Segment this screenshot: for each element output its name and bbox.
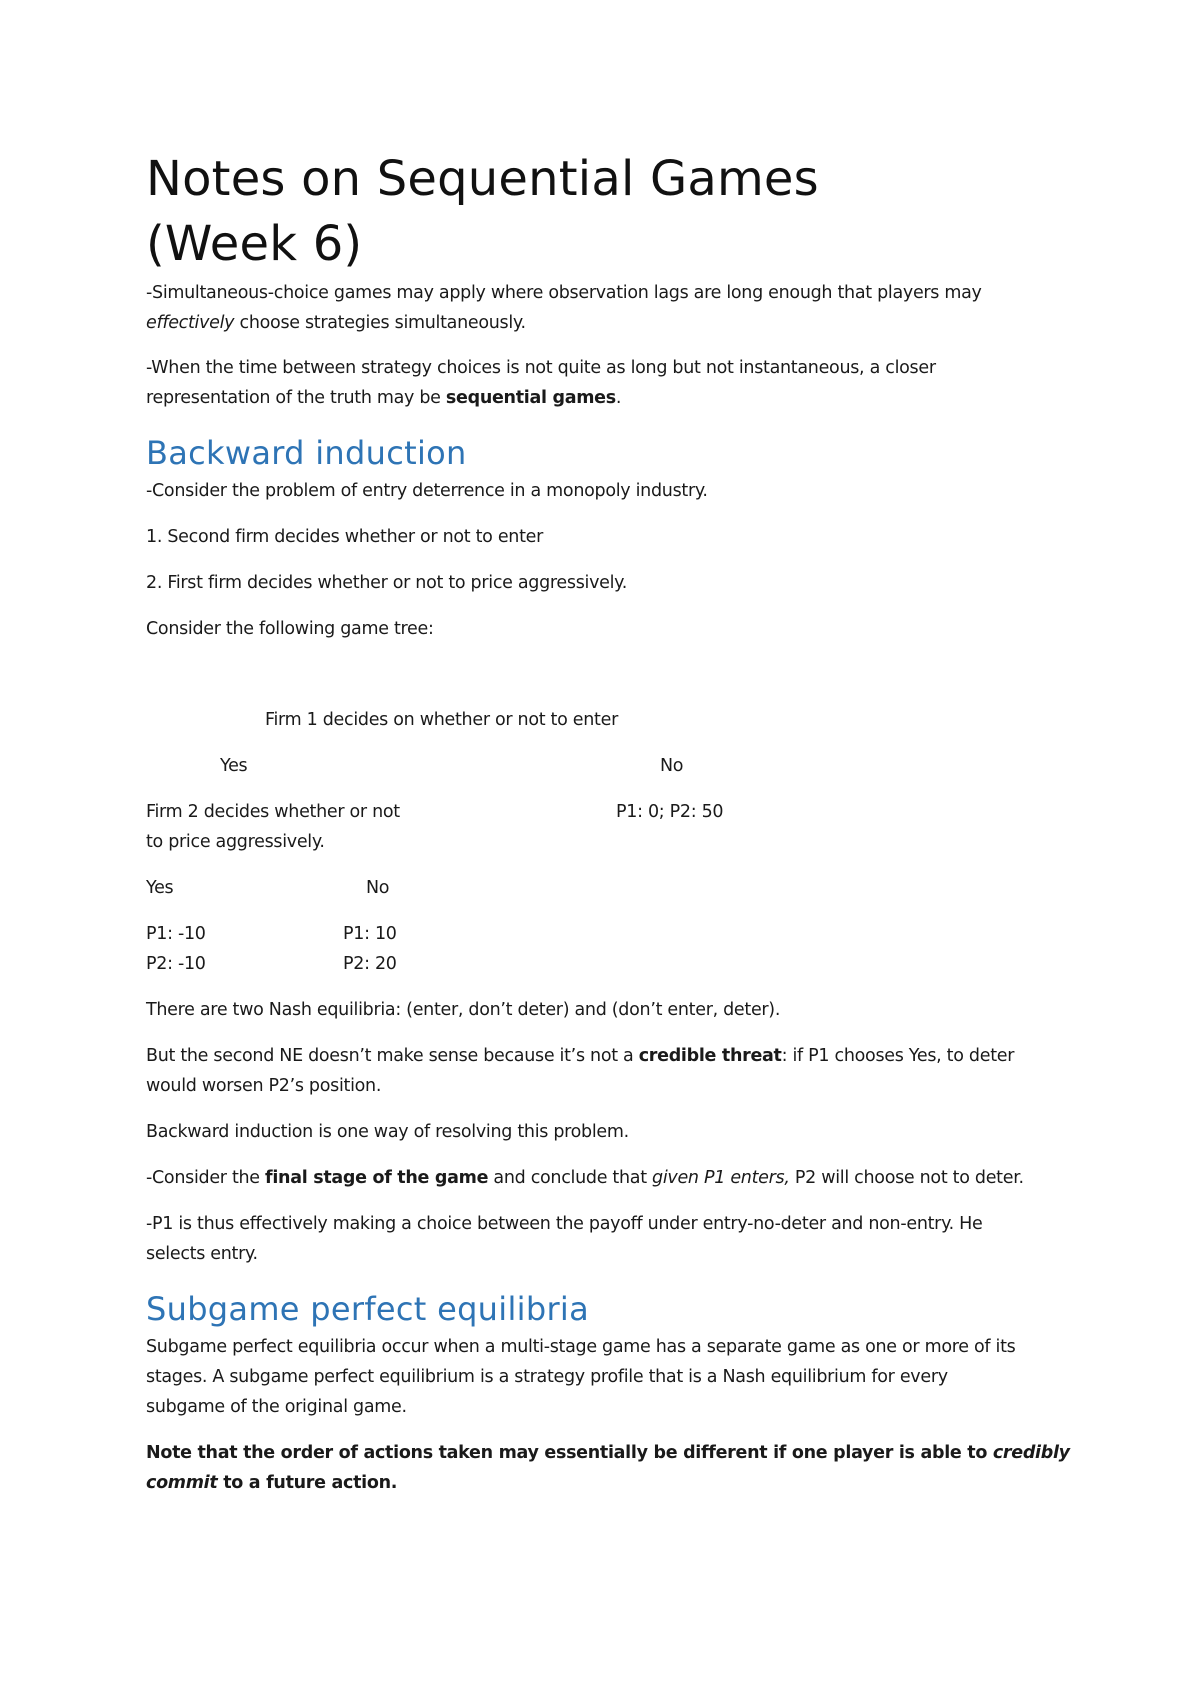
emphasis-credibly: credibly: [992, 1443, 1070, 1463]
backward-list-item-2: 2. First firm decides whether or not to price aggressively.: [146, 573, 627, 593]
emphasis-credible-threat: credible threat: [638, 1046, 782, 1066]
tree-yes-label: Yes: [220, 756, 248, 776]
tree-payoff-no-entry: P1: 0; P2: 50: [616, 802, 724, 822]
subgame-paragraph-1-line-2: stages. A subgame perfect equilibrium is a strategy profile that is a Nash equilibrium for every: [146, 1367, 948, 1387]
analysis-paragraph-2-line-1: But the second NE doesn’t make sense because it’s not a credible threat: if P1 chooses Yes, to deter: [146, 1046, 1015, 1066]
subgame-paragraph-1-line-1: Subgame perfect equilibria occur when a multi-stage game has a separate game as one or more of its: [146, 1337, 1016, 1357]
tree-no-payoff-p2: P2: 20: [343, 954, 397, 974]
analysis-paragraph-4: -Consider the final stage of the game and conclude that given P1 enters, P2 will choose not to deter.: [146, 1168, 1024, 1188]
emphasis-commit: commit: [146, 1473, 218, 1493]
analysis-paragraph-5-line-2: selects entry.: [146, 1244, 258, 1264]
emphasis-sequential-games: sequential games: [445, 388, 616, 408]
intro-paragraph-2-line-2: representation of the truth may be sequential games.: [146, 388, 622, 408]
analysis-paragraph-5-line-1: -P1 is thus effectively making a choice between the payoff under entry-no-deter and non-entry. He: [146, 1214, 983, 1234]
tree-yes-payoff-p1: P1: -10: [146, 924, 206, 944]
analysis-paragraph-3: Backward induction is one way of resolving this problem.: [146, 1122, 629, 1142]
analysis-paragraph-1: There are two Nash equilibria: (enter, don’t deter) and (don’t enter, deter).: [146, 1000, 781, 1020]
tree-root-label: Firm 1 decides on whether or not to enter: [265, 710, 618, 730]
analysis-paragraph-2-line-2: would worsen P2’s position.: [146, 1076, 382, 1096]
tree-yes-payoff-p2: P2: -10: [146, 954, 206, 974]
subgame-note-line-1: Note that the order of actions taken may essentially be different if one player is able to credibly: [146, 1443, 1070, 1463]
emphasis-final-stage: final stage of the game: [265, 1168, 489, 1188]
section-heading-subgame-perfect: Subgame perfect equilibria: [146, 1290, 590, 1328]
section-heading-backward-induction: Backward induction: [146, 434, 467, 472]
subgame-note-line-2: commit to a future action.: [146, 1473, 398, 1493]
intro-paragraph-2-line-1: -When the time between strategy choices is not quite as long but not instantaneous, a closer: [146, 358, 936, 378]
intro-paragraph-1-line-1: -Simultaneous-choice games may apply where observation lags are long enough that players may: [146, 283, 982, 303]
emphasis-effectively: effectively: [146, 313, 235, 333]
emphasis-given-p1-enters: given P1 enters,: [652, 1168, 790, 1188]
page-title-line-1: Notes on Sequential Games: [146, 151, 819, 207]
tree-no-label: No: [660, 756, 684, 776]
backward-list-item-1: 1. Second firm decides whether or not to enter: [146, 527, 544, 547]
tree-firm2-line-1: Firm 2 decides whether or not: [146, 802, 400, 822]
backward-paragraph-1: -Consider the problem of entry deterrence in a monopoly industry.: [146, 481, 708, 501]
tree-no-payoff-p1: P1: 10: [343, 924, 397, 944]
intro-paragraph-1-line-2: effectively choose strategies simultaneously.: [146, 313, 526, 333]
backward-paragraph-4: Consider the following game tree:: [146, 619, 434, 639]
tree-no2-label: No: [366, 878, 390, 898]
subgame-paragraph-1-line-3: subgame of the original game.: [146, 1397, 407, 1417]
tree-firm2-line-2: to price aggressively.: [146, 832, 325, 852]
page-title-line-2: (Week 6): [146, 216, 363, 272]
tree-yes2-label: Yes: [146, 878, 174, 898]
